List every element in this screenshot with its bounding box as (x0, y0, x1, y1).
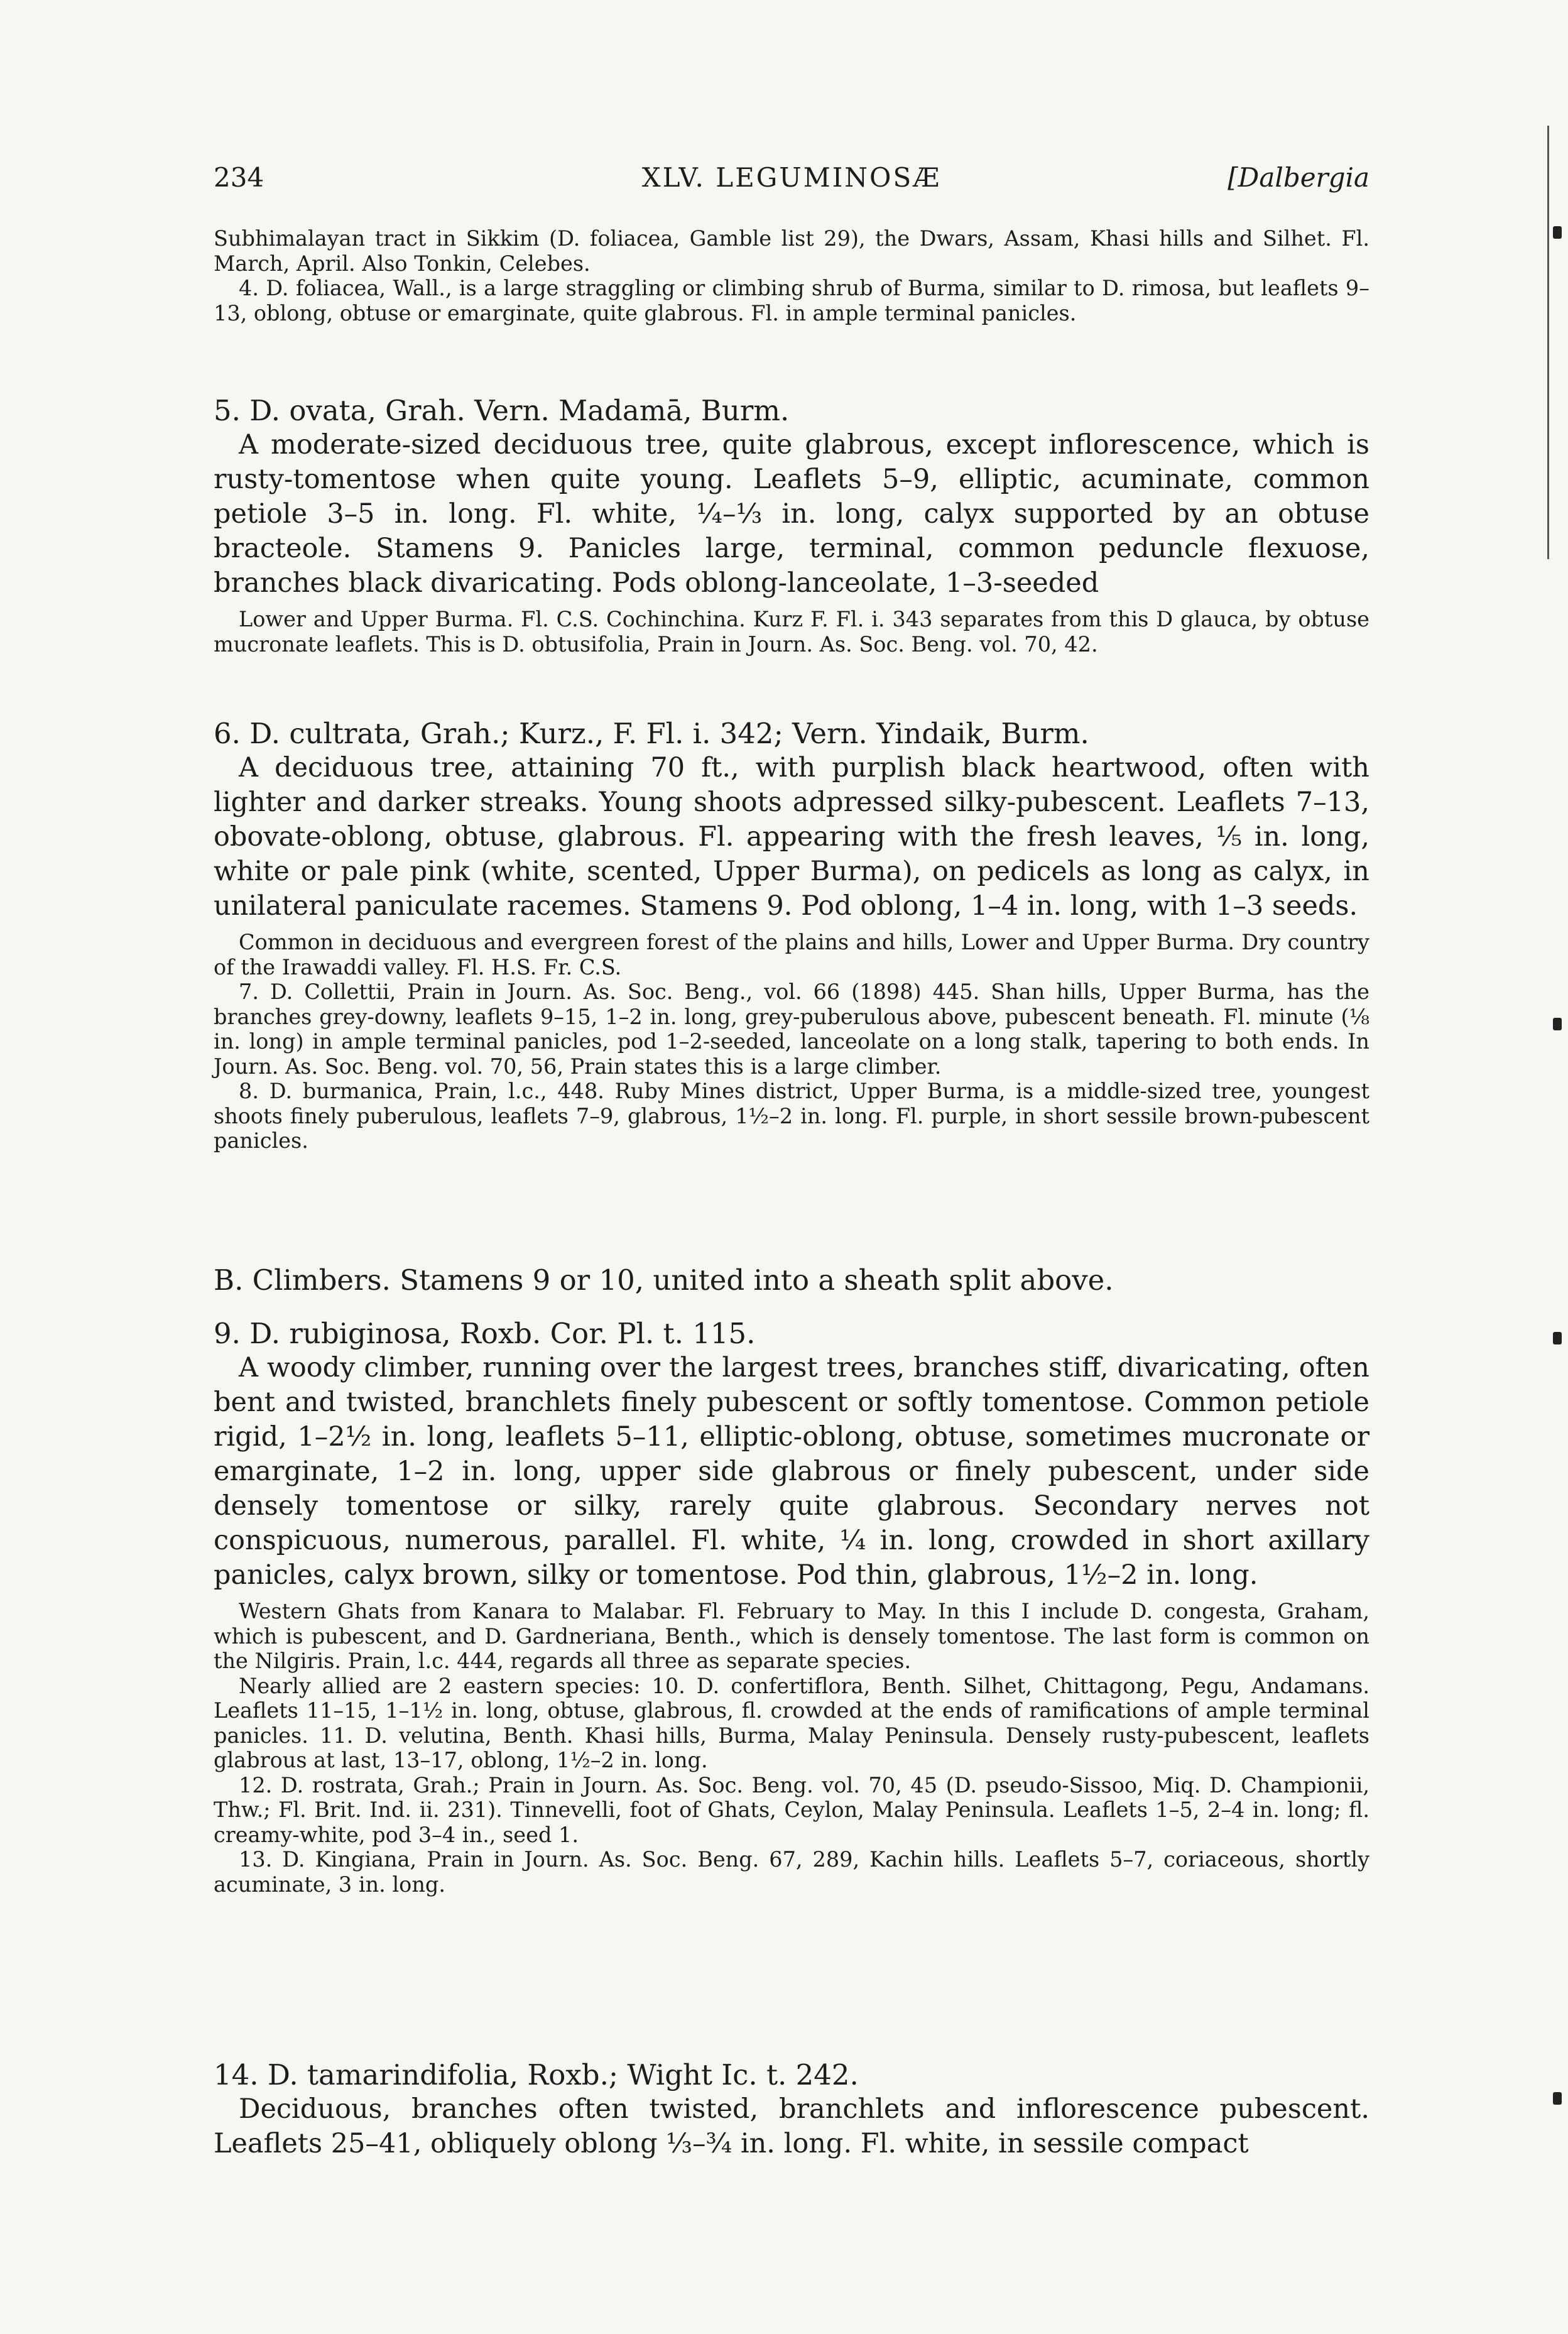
species-entry (214, 716, 1369, 1153)
note-paragraph: 8. D. burmanica, Prain, l.c., 448. Ruby Mines district, Upper Burma, is a middle-sized tree, youngest shoots finely puberulous, leaflets 7–9, glabrous, 1½–2 in. long. Fl. purple, in short sessile brown-pubescent panicles. (214, 1079, 1369, 1153)
page-header (214, 162, 1369, 206)
species-entry (214, 2058, 1369, 2161)
note-paragraph: 12. D. rostrata, Grah.; Prain in Journ. As. Soc. Beng. vol. 70, 45 (D. pseudo-Sissoo, Miq. D. Championii, Thw.; Fl. Brit. Ind. ii. 231). Tinnevelli, foot of Ghats, Ceylon, Malay Peninsula. Leaflets 1–5, 2–4 in. long; fl. creamy-white, pod 3–4 in., seed 1. (214, 1772, 1369, 1847)
scan-mark (1553, 1018, 1562, 1030)
page-number: 234 (214, 162, 264, 193)
running-title: XLV. LEGUMINOSÆ (641, 162, 942, 193)
scan-mark (1553, 1332, 1562, 1344)
section-heading (214, 1263, 1369, 1297)
note-paragraph: 13. D. Kingiana, Prain in Journ. As. Soc. Beng. 67, 289, Kachin hills. Leaflets 5–7, coriaceous, shortly acuminate, 3 in. long. (214, 1847, 1369, 1897)
species-description: A deciduous tree, attaining 70 ft., with purplish black heartwood, often with lighter and darker streaks. Young shoots adpressed silky-pubescent. Leaflets 7–13, obovate-oblong, obtuse, glabrous. Fl. appearing with the fresh leaves, ⅕ in. long, white or pale pink (white, scented, Upper Burma), on pedicels as long as calyx, in unilateral paniculate racemes. Stamens 9. Pod oblong, 1–4 in. long, with 1–3 seeds. (214, 752, 1369, 922)
note-paragraph: Common in deciduous and evergreen forest of the plains and hills, Lower and Upper Burma. Dry country of the Irawaddi valley. Fl. H.S. Fr. C.S. (214, 930, 1369, 979)
note-paragraph: Nearly allied are 2 eastern species: 10. D. confertiflora, Benth. Silhet, Chittagong, Pegu, Andamans. Leaflets 11–15, 1–1½ in. long, obtuse, glabrous, fl. crowded at the ends of ramifications of ample terminal panicles. 11. D. velutina, Benth. Khasi hills, Burma, Malay Peninsula. Densely rusty-pubescent, leaflets glabrous at last, 13–17, oblong, 1½–2 in. long. (214, 1673, 1369, 1772)
scan-edge-line (1547, 126, 1549, 559)
note-paragraph: Subhimalayan tract in Sikkim (D. foliacea, Gamble list 29), the Dwars, Assam, Khasi hills and Silhet. Fl. March, April. Also Tonkin, Celebes. (214, 226, 1369, 276)
species-heading: 9. D. rubiginosa, Roxb. Cor. Pl. t. 115. (214, 1317, 756, 1350)
species-heading: 5. D. ovata, Grah. Vern. Madamā, Burm. (214, 394, 790, 427)
species-heading: 6. D. cultrata, Grah.; Kurz., F. Fl. i. 342; Vern. Yindaik, Burm. (214, 717, 1089, 750)
species-notes (214, 607, 1369, 657)
note-paragraph: Lower and Upper Burma. Fl. C.S. Cochinchina. Kurz F. Fl. i. 343 separates from this D glauca, by obtuse mucronate leaflets. This is D. obtusifolia, Prain in Journ. As. Soc. Beng. vol. 70, 42. (214, 607, 1369, 657)
note-paragraph: 4. D. foliacea, Wall., is a large straggling or climbing shrub of Burma, similar to D. rimosa, but leaflets 9–13, oblong, obtuse or emarginate, quite glabrous. Fl. in ample terminal panicles. (214, 276, 1369, 325)
species-description: A moderate-sized deciduous tree, quite glabrous, except inflorescence, which is rusty-tomentose when quite young. Leaflets 5–9, elliptic, acuminate, common petiole 3–5 in. long. Fl. white, ¼–⅓ in. long, calyx supported by an obtuse bracteole. Stamens 9. Panicles large, terminal, common peduncle flexuose, branches black divaricating. Pods oblong-lanceolate, 1–3-seeded (214, 429, 1369, 599)
species-notes (214, 1599, 1369, 1897)
top-notes (214, 226, 1369, 325)
genus-label: [Dalbergia (1228, 162, 1369, 193)
note-paragraph: 7. D. Collettii, Prain in Journ. As. Soc. Beng., vol. 66 (1898) 445. Shan hills, Upper Burma, has the branches grey-downy, leaflets 9–15, 1–2 in. long, grey-puberulous above, pubescent beneath. Fl. minute (⅛ in. long) in ample terminal panicles, pod 1–2-seeded, lanceolate on a long stalk, tapering to both ends. In Journ. As. Soc. Beng. vol. 70, 56, Prain states this is a large climber. (214, 979, 1369, 1079)
species-description: Deciduous, branches often twisted, branchlets and inflorescence pubescent. Leaflets 25–41, obliquely oblong ⅓–¾ in. long. Fl. white, in sessile compact (214, 2093, 1369, 2159)
species-description: A woody climber, running over the largest trees, branches stiff, divaricating, often bent and twisted, branchlets finely pubescent or softly tomentose. Common petiole rigid, 1–2½ in. long, leaflets 5–11, elliptic-oblong, obtuse, sometimes mucronate or emarginate, 1–2 in. long, upper side glabrous or finely pubescent, under side densely tomentose or silky, rarely quite glabrous. Secondary nerves not conspicuous, numerous, parallel. Fl. white, ¼ in. long, crowded in short axillary panicles, calyx brown, silky or tomentose. Pod thin, glabrous, 1½–2 in. long. (214, 1352, 1369, 1591)
species-notes (214, 930, 1369, 1153)
species-entry (214, 1316, 1369, 1897)
note-paragraph: Western Ghats from Kanara to Malabar. Fl. February to May. In this I include D. congesta, Graham, which is pubescent, and D. Gardneriana, Benth., which is densely tomentose. The last form is common on the Nilgiris. Prain, l.c. 444, regards all three as separate species. (214, 1599, 1369, 1673)
section-b-heading: B. Climbers. Stamens 9 or 10, united into a sheath split above. (214, 1263, 1114, 1297)
species-entry (214, 393, 1369, 657)
scan-mark (1553, 2092, 1562, 2105)
scan-mark (1553, 226, 1562, 239)
species-heading: 14. D. tamarindifolia, Roxb.; Wight Ic. t. 242. (214, 2058, 859, 2091)
